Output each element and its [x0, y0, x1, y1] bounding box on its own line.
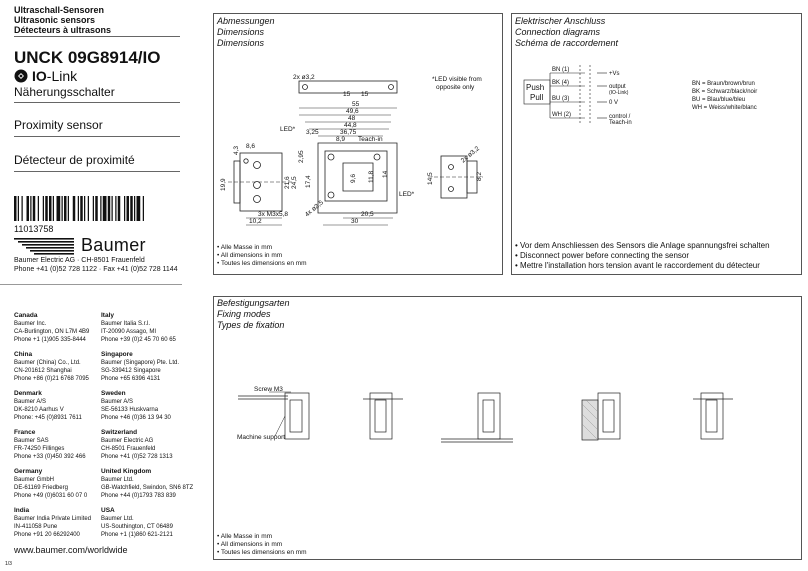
- barcode-bar: [22, 196, 23, 221]
- office-line: DK-8210 Aarhus V: [14, 407, 64, 413]
- office-line: Phone +1 (1)860 621-2121: [101, 532, 173, 538]
- dim-19-9: 19,9: [220, 178, 227, 191]
- office-country: Germany: [14, 468, 43, 475]
- office-line: Baumer Inc.: [14, 321, 47, 327]
- header-rule: [14, 36, 180, 37]
- office-line: Baumer Ltd.: [101, 477, 134, 483]
- iolink-icon: [14, 69, 32, 83]
- office-germany: [14, 468, 87, 500]
- barcode-bar: [112, 196, 113, 221]
- office-country: Sweden: [101, 390, 126, 397]
- dim-44-8: 44,8: [344, 122, 357, 129]
- dim-9-6: 9,6: [350, 173, 357, 183]
- article-number: 11013758: [14, 224, 54, 234]
- support-label: Machine support: [237, 434, 286, 441]
- office-line: Phone +49 (0)6031 60 07 0: [14, 493, 88, 499]
- office-country: Canada: [14, 312, 38, 319]
- barcode: [14, 196, 179, 221]
- office-line: Phone +33 (0)450 392 466: [14, 454, 86, 460]
- barcode-bar: [88, 196, 89, 221]
- type-fr: Détecteur de proximité: [14, 153, 135, 167]
- wire-bk: BK (4): [552, 80, 570, 86]
- dimensions-title-fr: Dimensions: [217, 38, 265, 48]
- office-india: [14, 507, 91, 539]
- barcode-bar: [130, 196, 133, 221]
- office-line: GB-Watchfield, Swindon, SN6 8TZ: [101, 485, 194, 491]
- dimensions-note-fr: • Toutes les dimensions en mm: [217, 260, 307, 267]
- wire-label-0v: 0 V: [609, 100, 619, 106]
- iolink-logo: [14, 68, 77, 84]
- dim-2-95: 2,95: [298, 150, 305, 163]
- electrical-notes: [515, 241, 770, 271]
- category-fr: Détecteurs à ultrasons: [14, 25, 112, 35]
- fixing-title-fr: Types de fixation: [217, 320, 285, 330]
- office-line: CN-201612 Shanghai: [14, 368, 72, 374]
- dim-36-75: 36,75: [340, 129, 357, 136]
- fixing-note-en: • All dimensions in mm: [217, 541, 283, 548]
- office-line: Baumer Italia S.r.l.: [101, 321, 151, 327]
- left-divider: [0, 284, 182, 285]
- office-line: DE-61169 Friedberg: [14, 485, 68, 491]
- type-en: Proximity sensor: [14, 118, 103, 132]
- dim-holes-top: 2x ø3,2: [293, 74, 315, 81]
- barcode-bar: [45, 196, 48, 221]
- fixing-notes: [217, 533, 307, 557]
- office-line: Phone +1 (1)905 335-8444: [14, 337, 86, 343]
- office-line: SE-56133 Huskvarna: [101, 407, 159, 413]
- dim-20-5: 20,5: [361, 211, 374, 218]
- barcode-bar: [118, 196, 121, 221]
- office-line: Baumer Ltd.: [101, 516, 134, 522]
- company-phone: Phone +41 (0)52 728 1122 · Fax +41 (0)52 728 1144: [14, 266, 178, 273]
- office-china: [14, 351, 89, 383]
- dim-14: 14: [382, 170, 389, 178]
- barcode-bar: [49, 196, 52, 221]
- legend-bk: BK = Schwarz/black/noir: [692, 89, 758, 95]
- dim-48: 48: [348, 115, 356, 122]
- barcode-bar: [93, 196, 94, 221]
- barcode-bar: [62, 196, 63, 221]
- office-denmark: [14, 390, 82, 422]
- type-de: Näherungsschalter: [14, 85, 115, 99]
- office-italy: [101, 312, 176, 344]
- office-line: Phone +65 6396 4131: [101, 376, 161, 382]
- barcode-bar: [38, 196, 39, 221]
- dimension-drawing: [213, 13, 503, 243]
- dimensions-note-de: • Alle Masse in mm: [217, 244, 273, 251]
- office-line: FR-74250 Fillinges: [14, 446, 65, 452]
- office-country: Italy: [101, 312, 115, 319]
- office-line: US-Southington, CT 06489: [101, 524, 173, 530]
- dimensions-notes: [217, 244, 307, 268]
- fixing-wall: [582, 400, 598, 440]
- dim-10-2: 10,2: [249, 218, 262, 225]
- office-line: Baumer Electric AG: [101, 438, 154, 444]
- barcode-bar: [137, 196, 141, 221]
- barcode-bar: [27, 196, 30, 221]
- dimensions-title-en: Dimensions: [217, 27, 265, 37]
- barcode-bar: [100, 196, 101, 221]
- barcode-bar: [127, 196, 130, 221]
- barcode-bar: [14, 196, 17, 221]
- push-label: Push: [526, 83, 545, 92]
- barcode-bar: [78, 196, 79, 221]
- legend-bu: BU = Blau/blue/bleu: [692, 97, 746, 103]
- office-country: Denmark: [14, 390, 42, 397]
- electrical-note-fr: • Mettre l'installation hors tension avant le raccordement du détecteur: [515, 261, 760, 270]
- dim-15b: 15: [361, 91, 369, 98]
- legend-wh: WH = Weiss/white/blanc: [692, 105, 757, 111]
- barcode-bar: [84, 196, 85, 221]
- office-line: Phone +44 (0)1793 783 839: [101, 493, 176, 499]
- office-singapore: [101, 351, 179, 383]
- barcode-bar: [43, 196, 44, 221]
- dim-led-1: LED*: [280, 126, 296, 133]
- barcode-bar: [108, 196, 111, 221]
- dimensions-title-de: Abmessungen: [217, 16, 275, 26]
- barcode-bar: [115, 196, 116, 221]
- office-line: Baumer GmbH: [14, 477, 55, 483]
- rule-de: [14, 102, 180, 103]
- office-country: Singapore: [101, 351, 133, 358]
- barcode-bar: [64, 196, 67, 221]
- dim-24-5: 24,5: [291, 176, 298, 189]
- wire-label-vs: +Vs: [609, 71, 620, 77]
- office-line: Baumer SAS: [14, 438, 49, 444]
- dim-14-5: 14,5: [427, 172, 434, 185]
- barcode-bar: [73, 196, 76, 221]
- office-country: Switzerland: [101, 429, 138, 436]
- barcode-bar: [30, 196, 31, 221]
- wiring-diagram: [511, 13, 691, 148]
- dim-55: 55: [352, 101, 360, 108]
- office-line: Phone +39 (0)2 45 70 60 65: [101, 337, 176, 343]
- barcode-bar: [57, 196, 61, 221]
- dim-30: 30: [351, 218, 359, 225]
- office-line: CH-8501 Frauenfeld: [101, 446, 156, 452]
- category-de: Ultraschall-Sensoren: [14, 5, 105, 15]
- rule-fr: [14, 171, 180, 172]
- barcode-bar: [18, 196, 19, 221]
- electrical-title-en: Connection diagrams: [515, 27, 601, 37]
- office-country: France: [14, 429, 36, 436]
- wire-label-iolink: (IO-Link): [609, 90, 629, 96]
- wire-label-output: output: [609, 84, 626, 90]
- barcode-bar: [134, 196, 135, 221]
- office-country: India: [14, 507, 30, 514]
- company-address: Baumer Electric AG · CH-8501 Frauenfeld: [14, 257, 145, 264]
- office-line: IT-20090 Assago, MI: [101, 329, 157, 335]
- color-legend: [692, 80, 757, 112]
- barcode-bar: [95, 196, 98, 221]
- office-line: CA-Burlington, ON L7M 4B9: [14, 329, 90, 335]
- electrical-title-fr: Schéma de raccordement: [515, 38, 619, 48]
- office-line: Baumer (China) Co., Ltd.: [14, 360, 81, 366]
- dim-3-25: 3,25: [306, 129, 319, 136]
- barcode-bar: [80, 196, 83, 221]
- office-switzerland: [101, 429, 173, 461]
- dim-teach-in: Teach-in: [358, 136, 383, 143]
- dim-17-4: 17,4: [305, 175, 312, 188]
- dim-15a: 15: [343, 91, 351, 98]
- dim-8-2: 8,2: [476, 171, 483, 181]
- wire-bu: BU (3): [552, 96, 570, 102]
- wire-wh: WH (2): [552, 112, 571, 118]
- dim-m3: 3x M3x5,8: [258, 211, 288, 218]
- dim-8-9: 8,9: [336, 136, 346, 143]
- baumer-stripes-icon: [14, 237, 76, 255]
- office-line: Baumer India Private Limited: [14, 516, 92, 522]
- office-united-kingdom: [101, 468, 193, 500]
- office-country: China: [14, 351, 33, 358]
- category-en: Ultrasonic sensors: [14, 15, 96, 25]
- electrical-title-de: Elektrischer Anschluss: [515, 16, 606, 26]
- led-note-1: *LED visible from: [432, 76, 482, 83]
- office-line: IN-411058 Pune: [14, 524, 58, 530]
- brand-name: Baumer: [81, 235, 146, 255]
- office-line: Baumer (Singapore) Pte. Ltd.: [101, 360, 180, 366]
- office-france: [14, 429, 86, 461]
- office-line: Phone +41 (0)52 728 1313: [101, 454, 173, 460]
- dim-49-6: 49,6: [346, 108, 359, 115]
- dim-4-3: 4,3: [233, 145, 240, 155]
- electrical-note-de: • Vor dem Anschliessen des Sensors die Anlage spannungsfrei schalten: [515, 241, 770, 250]
- office-line: Baumer A/S: [101, 399, 134, 405]
- fixing-title-de: Befestigungsarten: [217, 298, 290, 308]
- dim-21-6: 21,6: [284, 176, 291, 189]
- office-line: Phone +91 20 66292400: [14, 532, 80, 538]
- office-canada: [14, 312, 89, 344]
- barcode-bar: [103, 196, 107, 221]
- fixing-note-fr: • Toutes les dimensions en mm: [217, 549, 307, 556]
- office-line: Baumer A/S: [14, 399, 47, 405]
- dim-holes-right: 2x ø3,2: [459, 145, 481, 165]
- office-line: Phone: +45 (0)8931 7611: [14, 415, 82, 421]
- wire-label-teachin: Teach-in: [609, 120, 632, 126]
- legend-bn: BN = Braun/brown/brun: [692, 81, 755, 87]
- dim-11-8: 11,8: [368, 170, 375, 183]
- screw-label: Screw M3: [254, 386, 283, 393]
- dim-8-6: 8,6: [246, 143, 256, 150]
- barcode-bar: [53, 196, 54, 221]
- electrical-note-en: • Disconnect power before connecting the sensor: [515, 251, 690, 260]
- iolink-rest: -Link: [46, 68, 78, 84]
- office-country: USA: [101, 507, 115, 514]
- office-line: Phone +86 (0)21 6768 7095: [14, 376, 89, 382]
- fixing-drawings: [213, 296, 802, 456]
- fixing-note-de: • Alle Masse in mm: [217, 533, 273, 540]
- barcode-bar: [124, 196, 125, 221]
- category-header: [14, 5, 111, 35]
- wire-bn: BN (1): [552, 67, 570, 73]
- barcode-bar: [143, 196, 144, 221]
- fixing-title-en: Fixing modes: [217, 309, 271, 319]
- rule-en: [14, 136, 180, 137]
- page-number: 1/3: [5, 561, 12, 567]
- barcode-bar: [33, 196, 36, 221]
- office-line: SG-339412 Singapore: [101, 368, 161, 374]
- baumer-logo: [14, 237, 179, 255]
- office-usa: [101, 507, 173, 539]
- office-sweden: [101, 390, 171, 422]
- led-note-2: opposite only: [436, 84, 475, 91]
- wire-label-control: control /: [609, 114, 631, 120]
- dim-holes-bottom: 4x ø2,5: [303, 199, 325, 219]
- iolink-bold: IO: [32, 68, 47, 84]
- office-country: United Kingdom: [101, 468, 152, 475]
- office-line: Phone +46 (0)36 13 94 30: [101, 415, 171, 421]
- dimensions-note-en: • All dimensions in mm: [217, 252, 283, 259]
- barcode-bar: [68, 196, 69, 221]
- dim-led-2: LED*: [399, 191, 415, 198]
- model-name: UNCK 09G8914/IO: [14, 48, 161, 67]
- website-link[interactable]: www.baumer.com/worldwide: [14, 545, 128, 555]
- pull-label: Pull: [530, 93, 544, 102]
